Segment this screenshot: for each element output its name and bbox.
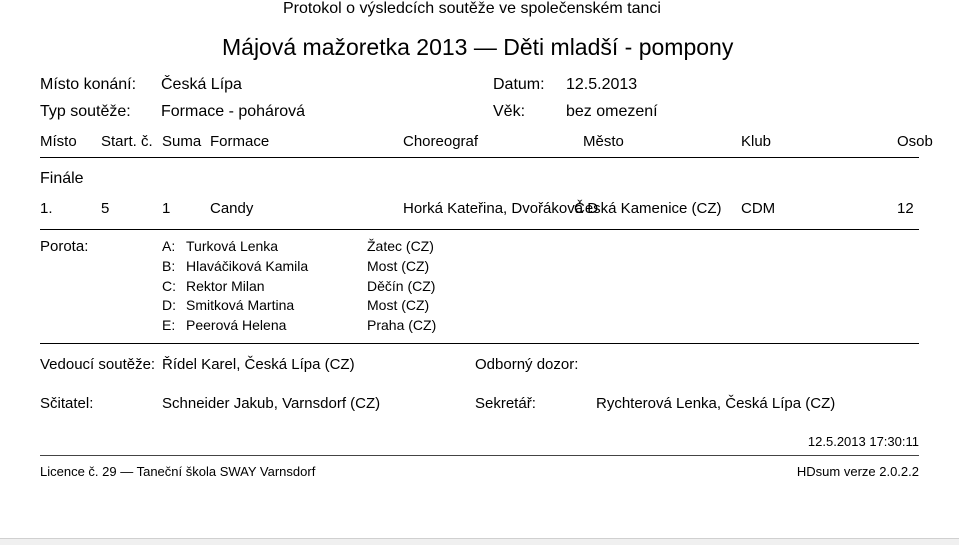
date-label: Datum: — [493, 76, 545, 93]
final-persons: 12 — [897, 200, 914, 217]
jury-letter-a: A: — [162, 238, 176, 254]
jury-name-d: Smitková Martina — [186, 297, 295, 313]
venue-value: Česká Lípa — [161, 76, 242, 93]
version-text: HDsum verze 2.0.2.2 — [796, 464, 919, 479]
jury-letter-d: D: — [162, 297, 176, 313]
jury-city-b: Most (CZ) — [367, 258, 430, 274]
jury-letter-e: E: — [162, 317, 176, 333]
date-value: 12.5.2013 — [566, 76, 638, 93]
header-divider — [40, 157, 919, 158]
jury-city-c: Děčín (CZ) — [367, 278, 436, 294]
jury-name-b: Hlaváčiková Kamila — [186, 258, 309, 274]
license-text: Licence č. 29 — Taneční škola SWAY Varnsdorf — [40, 464, 316, 479]
director-value: Řídel Karel, Česká Lípa (CZ) — [162, 356, 355, 373]
col-persons: Osob — [897, 133, 933, 150]
type-value: Formace - pohárová — [161, 103, 306, 120]
print-timestamp: 12.5.2013 17:30:11 — [807, 434, 919, 449]
jury-name-e: Peerová Helena — [186, 317, 287, 333]
col-sum: Suma — [162, 133, 202, 150]
col-formation: Formace — [210, 133, 270, 150]
final-label: Finále — [40, 170, 84, 187]
jury-city-a: Žatec (CZ) — [367, 238, 434, 254]
jury-letter-b: B: — [162, 258, 176, 274]
final-sum: 1 — [162, 200, 171, 217]
secretary-value: Rychterová Lenka, Česká Lípa (CZ) — [596, 395, 836, 412]
footer-divider — [40, 455, 919, 456]
final-city: Česká Kamenice (CZ) — [574, 200, 722, 217]
col-city: Město — [583, 133, 624, 150]
jury-label: Porota: — [40, 238, 89, 255]
viewer-bottom-edge — [0, 538, 959, 545]
final-choreographer: Horká Kateřina, Dvořáková D — [403, 200, 599, 217]
col-start: Start. č. — [101, 133, 153, 150]
director-label: Vedoucí soutěže: — [40, 356, 156, 373]
supervisor-label: Odborný dozor: — [475, 356, 579, 373]
left-margin — [0, 0, 2, 544]
secretary-label: Sekretář: — [475, 395, 536, 412]
col-club: Klub — [741, 133, 772, 150]
counter-value: Schneider Jakub, Varnsdorf (CZ) — [162, 395, 381, 412]
col-choreographer: Choreograf — [403, 133, 479, 150]
jury-name-a: Turková Lenka — [186, 238, 279, 254]
col-place: Místo — [40, 133, 77, 150]
jury-city-e: Praha (CZ) — [367, 317, 437, 333]
jury-letter-c: C: — [162, 278, 176, 294]
final-formation: Candy — [210, 200, 254, 217]
final-club: CDM — [741, 200, 776, 217]
venue-label: Místo konání: — [40, 76, 137, 93]
event-title: Májová mažoretka 2013 — Děti mladší - pompony — [222, 34, 734, 60]
age-label: Věk: — [493, 103, 526, 120]
jury-city-d: Most (CZ) — [367, 297, 430, 313]
jury-name-c: Rektor Milan — [186, 278, 265, 294]
protocol-title: Protokol o výsledcích soutěže ve společenském tanci — [283, 0, 661, 17]
type-label: Typ soutěže: — [40, 103, 131, 120]
final-divider — [40, 229, 919, 230]
counter-label: Sčitatel: — [40, 395, 94, 412]
final-place: 1. — [40, 200, 53, 217]
final-start: 5 — [101, 200, 110, 217]
age-value: bez omezení — [566, 103, 658, 120]
jury-divider — [40, 343, 919, 344]
